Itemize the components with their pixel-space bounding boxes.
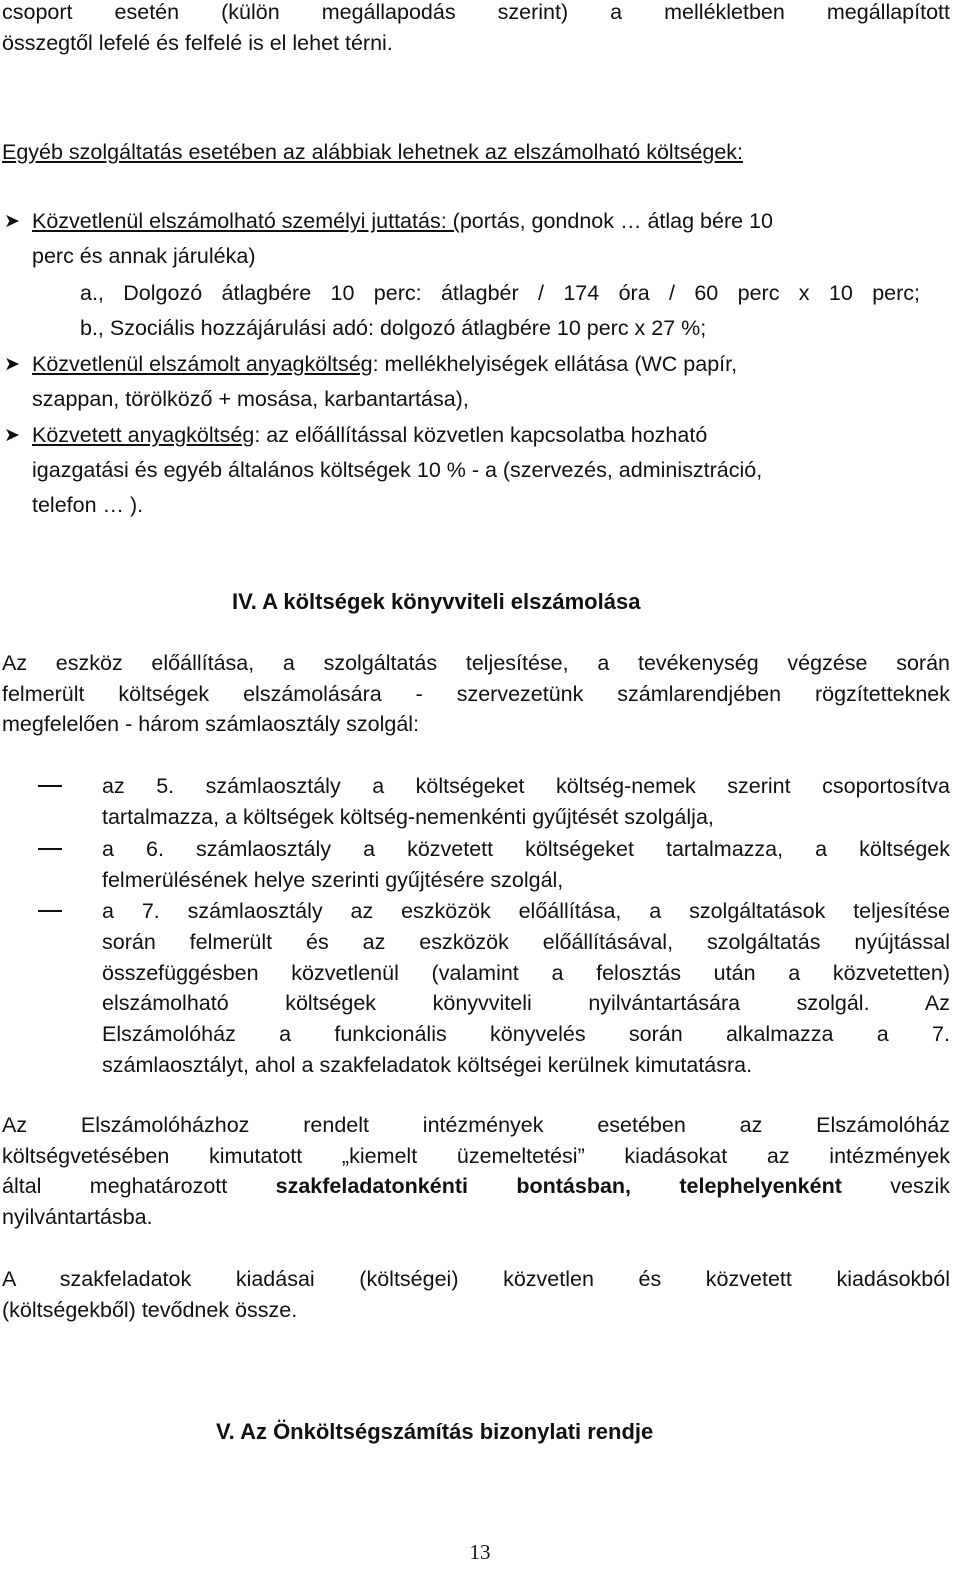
arrow-bullet-icon: ➤ bbox=[4, 211, 20, 232]
arrow-bullet-icon: ➤ bbox=[4, 354, 20, 375]
text-line: igazgatási és egyéb általános költségek 10 % - a (szervezés, adminisztráció, bbox=[32, 458, 763, 482]
text-line: felmerülésének helye szerinti gyűjtésére szolgál, bbox=[102, 867, 564, 892]
text-line: számlaosztályt, ahol a szakfeladatok költségei kerülnek kimutatásra. bbox=[102, 1052, 753, 1077]
text-line: költségvetésében kimutatott „kiemelt üzemeltetési” kiadásokat az intézmények bbox=[2, 1143, 950, 1168]
underlined-text: Közvetlenül elszámolható személyi juttatás: ( bbox=[32, 209, 460, 233]
text-span: veszik bbox=[841, 1174, 950, 1198]
paragraph-expenses bbox=[2, 1264, 950, 1325]
text-line: perc és annak járuléka) bbox=[32, 244, 256, 268]
text-span: : az előállítással közvetlen kapcsolatba hozható bbox=[254, 423, 708, 447]
bullet-text bbox=[32, 418, 930, 523]
dash-bullet-icon bbox=[38, 785, 62, 787]
text-line: szappan, törölköző + mosása, karbantartása), bbox=[32, 387, 469, 411]
text-span: portás, gondnok … átlag bére 10 bbox=[459, 209, 773, 233]
arrow-bullet-icon: ➤ bbox=[4, 425, 20, 446]
bullet-text bbox=[32, 204, 930, 274]
section-title: IV. A költségek könyvviteli elszámolása bbox=[232, 589, 641, 614]
text-line: a 6. számlaosztály a közvetett költségeket tartalmazza, a költségek bbox=[102, 837, 950, 861]
underlined-text: Közvetett anyagköltség bbox=[32, 423, 255, 447]
text-span: által meghatározott bbox=[2, 1174, 276, 1198]
section-title: V. Az Önköltségszámítás bizonylati rendje bbox=[216, 1419, 654, 1444]
paragraph-clearing-house bbox=[2, 1110, 950, 1232]
page-number: 13 bbox=[469, 1540, 491, 1564]
bold-text: szakfeladatonkénti bontásban, telephelyenként bbox=[275, 1174, 842, 1198]
text-line: tartalmazza, a költségek költség-nemenkénti gyűjtését szolgálja, bbox=[102, 804, 714, 829]
text-line: elszámolható költségek könyvviteli nyilvántartására szolgál. Az bbox=[102, 991, 950, 1016]
text-line: Egyéb szolgáltatás esetében az alábbiak lehetnek az elszámolható költségek: bbox=[2, 140, 744, 164]
bullet-text bbox=[32, 347, 930, 417]
text-line: csoport esetén (külön megállapodás szerint) a mellékletben megállapított bbox=[2, 0, 950, 24]
text-span: : mellékhelyiségek ellátása (WC papír, bbox=[372, 352, 738, 376]
text-line: során felmerült és az eszközök előállításával, szolgáltatás nyújtással bbox=[102, 929, 950, 954]
text-line: telefon … ). bbox=[32, 493, 144, 517]
text-line: A szakfeladatok kiadásai (költségei) közvetlen és közvetett kiadásokból bbox=[2, 1267, 950, 1291]
paragraph-account-classes bbox=[2, 648, 950, 740]
underlined-text: Közvetlenül elszámolt anyagköltség bbox=[32, 352, 373, 376]
text-line: b., Szociális hozzájárulási adó: dolgozó átlagbére 10 perc x 27 %; bbox=[80, 316, 707, 340]
dash-bullet-icon bbox=[38, 848, 62, 850]
text-line: összefüggésben közvetlenül (valamint a felosztás után a közvetetten) bbox=[102, 960, 950, 985]
text-line: a 7. számlaosztály az eszközök előállítása, a szolgáltatások teljesítése bbox=[102, 899, 950, 923]
text-line: megfelelően - három számlaosztály szolgál: bbox=[2, 712, 420, 736]
text-line: felmerült költségek elszámolására - szervezetünk számlarendjében rögzítetteknek bbox=[2, 681, 950, 706]
text-line: összegtől lefelé és felfelé is el lehet térni. bbox=[2, 30, 393, 55]
text-line: Az Elszámolóházhoz rendelt intézmények esetében az Elszámolóház bbox=[2, 1113, 950, 1137]
text-line: (költségekből) tevődnek össze. bbox=[2, 1297, 298, 1322]
intro-paragraph bbox=[2, 0, 950, 58]
text-line: Elszámolóház a funkcionális könyvelés során alkalmazza a 7. bbox=[102, 1022, 950, 1047]
text-line: az 5. számlaosztály a költségeket költség-nemek szerint csoportosítva bbox=[102, 774, 950, 798]
text-line: nyilvántartásba. bbox=[2, 1204, 153, 1229]
other-costs-heading bbox=[2, 137, 950, 168]
text-line: a., Dolgozó átlagbére 10 perc: átlagbér / 174 óra / 60 perc x 10 perc; bbox=[80, 281, 920, 305]
dash-bullet-icon bbox=[38, 910, 62, 912]
text-line: Az eszköz előállítása, a szolgáltatás teljesítése, a tevékenység végzése során bbox=[2, 651, 950, 675]
